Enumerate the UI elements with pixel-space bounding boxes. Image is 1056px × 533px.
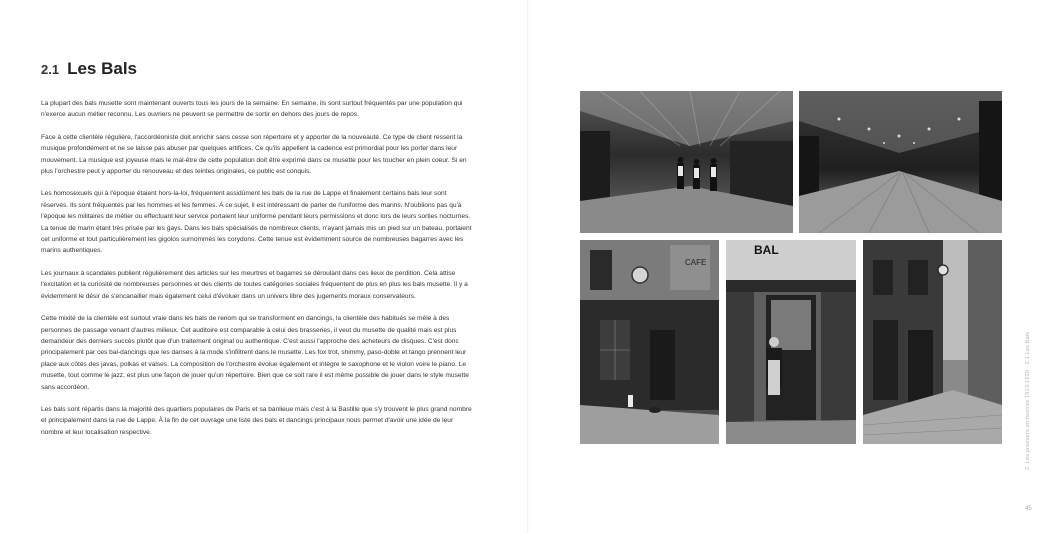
running-head: 2. Les premiers orchestres 1913-1920 · 2.1 Les Bals [1025,331,1031,470]
photo-dance-hall-staff [580,91,793,233]
photo-empty-ballroom [799,91,1002,233]
body-text [41,98,475,449]
sign-cafe: CAFE [685,258,707,267]
sign-bal: BAL [754,243,779,257]
paragraph: Face à cette clientèle régulière, l'accordéoniste doit enrichir sans cesse son répertoire et y apporter de la nouveauté. Ce type de client ressent la musique profondément et ne se laisse pas abuser par quelques artifices. Ce qu'ils appellent la cadence est primordial pour les porter dans leur mouvement. La musique est joyeuse mais le mal-être de cette population doit être exprimé dans ce musette pour les toucher en plein coeur. Si en plus l'orchestre peut y apporter du renouveau et des teintes originales, ce public est conquis. [41,133,467,176]
section-title: Les Bals [67,59,138,78]
page-gutter [527,0,529,533]
paragraph: Les bals sont répartis dans la majorité des quartiers populaires de Paris et sa banlieue mais c'est à la Bastille que s'y trouvent le plus grand nombre et principalement dans la rue de Lappe. À la fin de cet ouvrage une liste des bals et dancings principaux nous permet d'avoir une idée de leur nombre et leur localisation respective. [41,405,472,436]
paragraph: Les journaux à scandales publient régulièrement des articles sur les meurtres et bagarres se déroulant dans ces lieux de perdition. Cela attise l'excitation et la curiosité de nombreuses personnes et des clients de toutes catégories sociales fréquentent de plus en plus les bals musette. Il y a évidemment le désir de s'encanailler mais également celui d'évoluer dans un univers libre des jugements moraux conservateurs. [41,269,468,300]
page-number: 45 [1025,506,1032,512]
paragraph: Les homosexuels qui à l'époque étaient hors-la-loi, fréquentent assidûment les bals de la rue de Lappe et finalement certains bals leur sont réservés. Ils sont fréquentés par les hommes et les femmes. À ce sujet, il est intéressant de parler de l'uniforme des marins. N'oublions pas qu'à l'époque les militaires de métier ou effectuant leur service portaient leur uniforme pendant leurs permissions et donc lors de leurs sorties nocturnes. La tenue de marin étant très prisée par les gays. Dans les bals spécialisés de nombreux clients, n'ayant jamais mis un pied sur un bateau, portaient cet uniforme et tout particulièrement les gigolos surnommés les corydons. Cette tenue est évidemment source de nombreuses bagarres avec les marins authentiques. [41,190,472,255]
paragraph: La plupart des bals musette sont maintenant ouverts tous les jours de la semaine. En semaine, ils sont surtout fréquentés par une population qui n'exerce aucun métier reconnu. Les ouvriers ne peuvent se permettre de sortir en dehors des jours de repos. [41,100,463,119]
section-heading [41,59,137,79]
paragraph: Cette mixité de la clientèle est surtout vraie dans les bals de renom qui se transforment en dancings, la clientèle des habitués se mêle à des personnes de passage venant d'autres milieux. Cet auditoire est comparable à celui des brasseries, il veut du musette de qualité mais est plus demandeur des derniers succès plutôt que d'un traitement original ou authentique. C'est aussi l'approche des acheteurs de disques. C'est donc principalement par ces bal-dancings que les danses à la mode s'infiltrent dans le musette. Les fox trot, shimmy, paso-doble et tango prennent leur place aux côtés des javas, polkas et valses. La composition de l'orchestre évolue également et intègre le saxophone et le violon voire le piano. Le musette, tout comme le jazz, est plus une façon de jouer qu'un répertoire. Bien que ce soit rare il est même possible de jouer dans le style musette sans accordéon. [41,315,469,391]
section-number: 2.1 [41,62,60,77]
photo-narrow-street [863,240,1002,444]
photo-cafe-street [580,240,719,444]
photo-bal-entrance [726,240,856,444]
